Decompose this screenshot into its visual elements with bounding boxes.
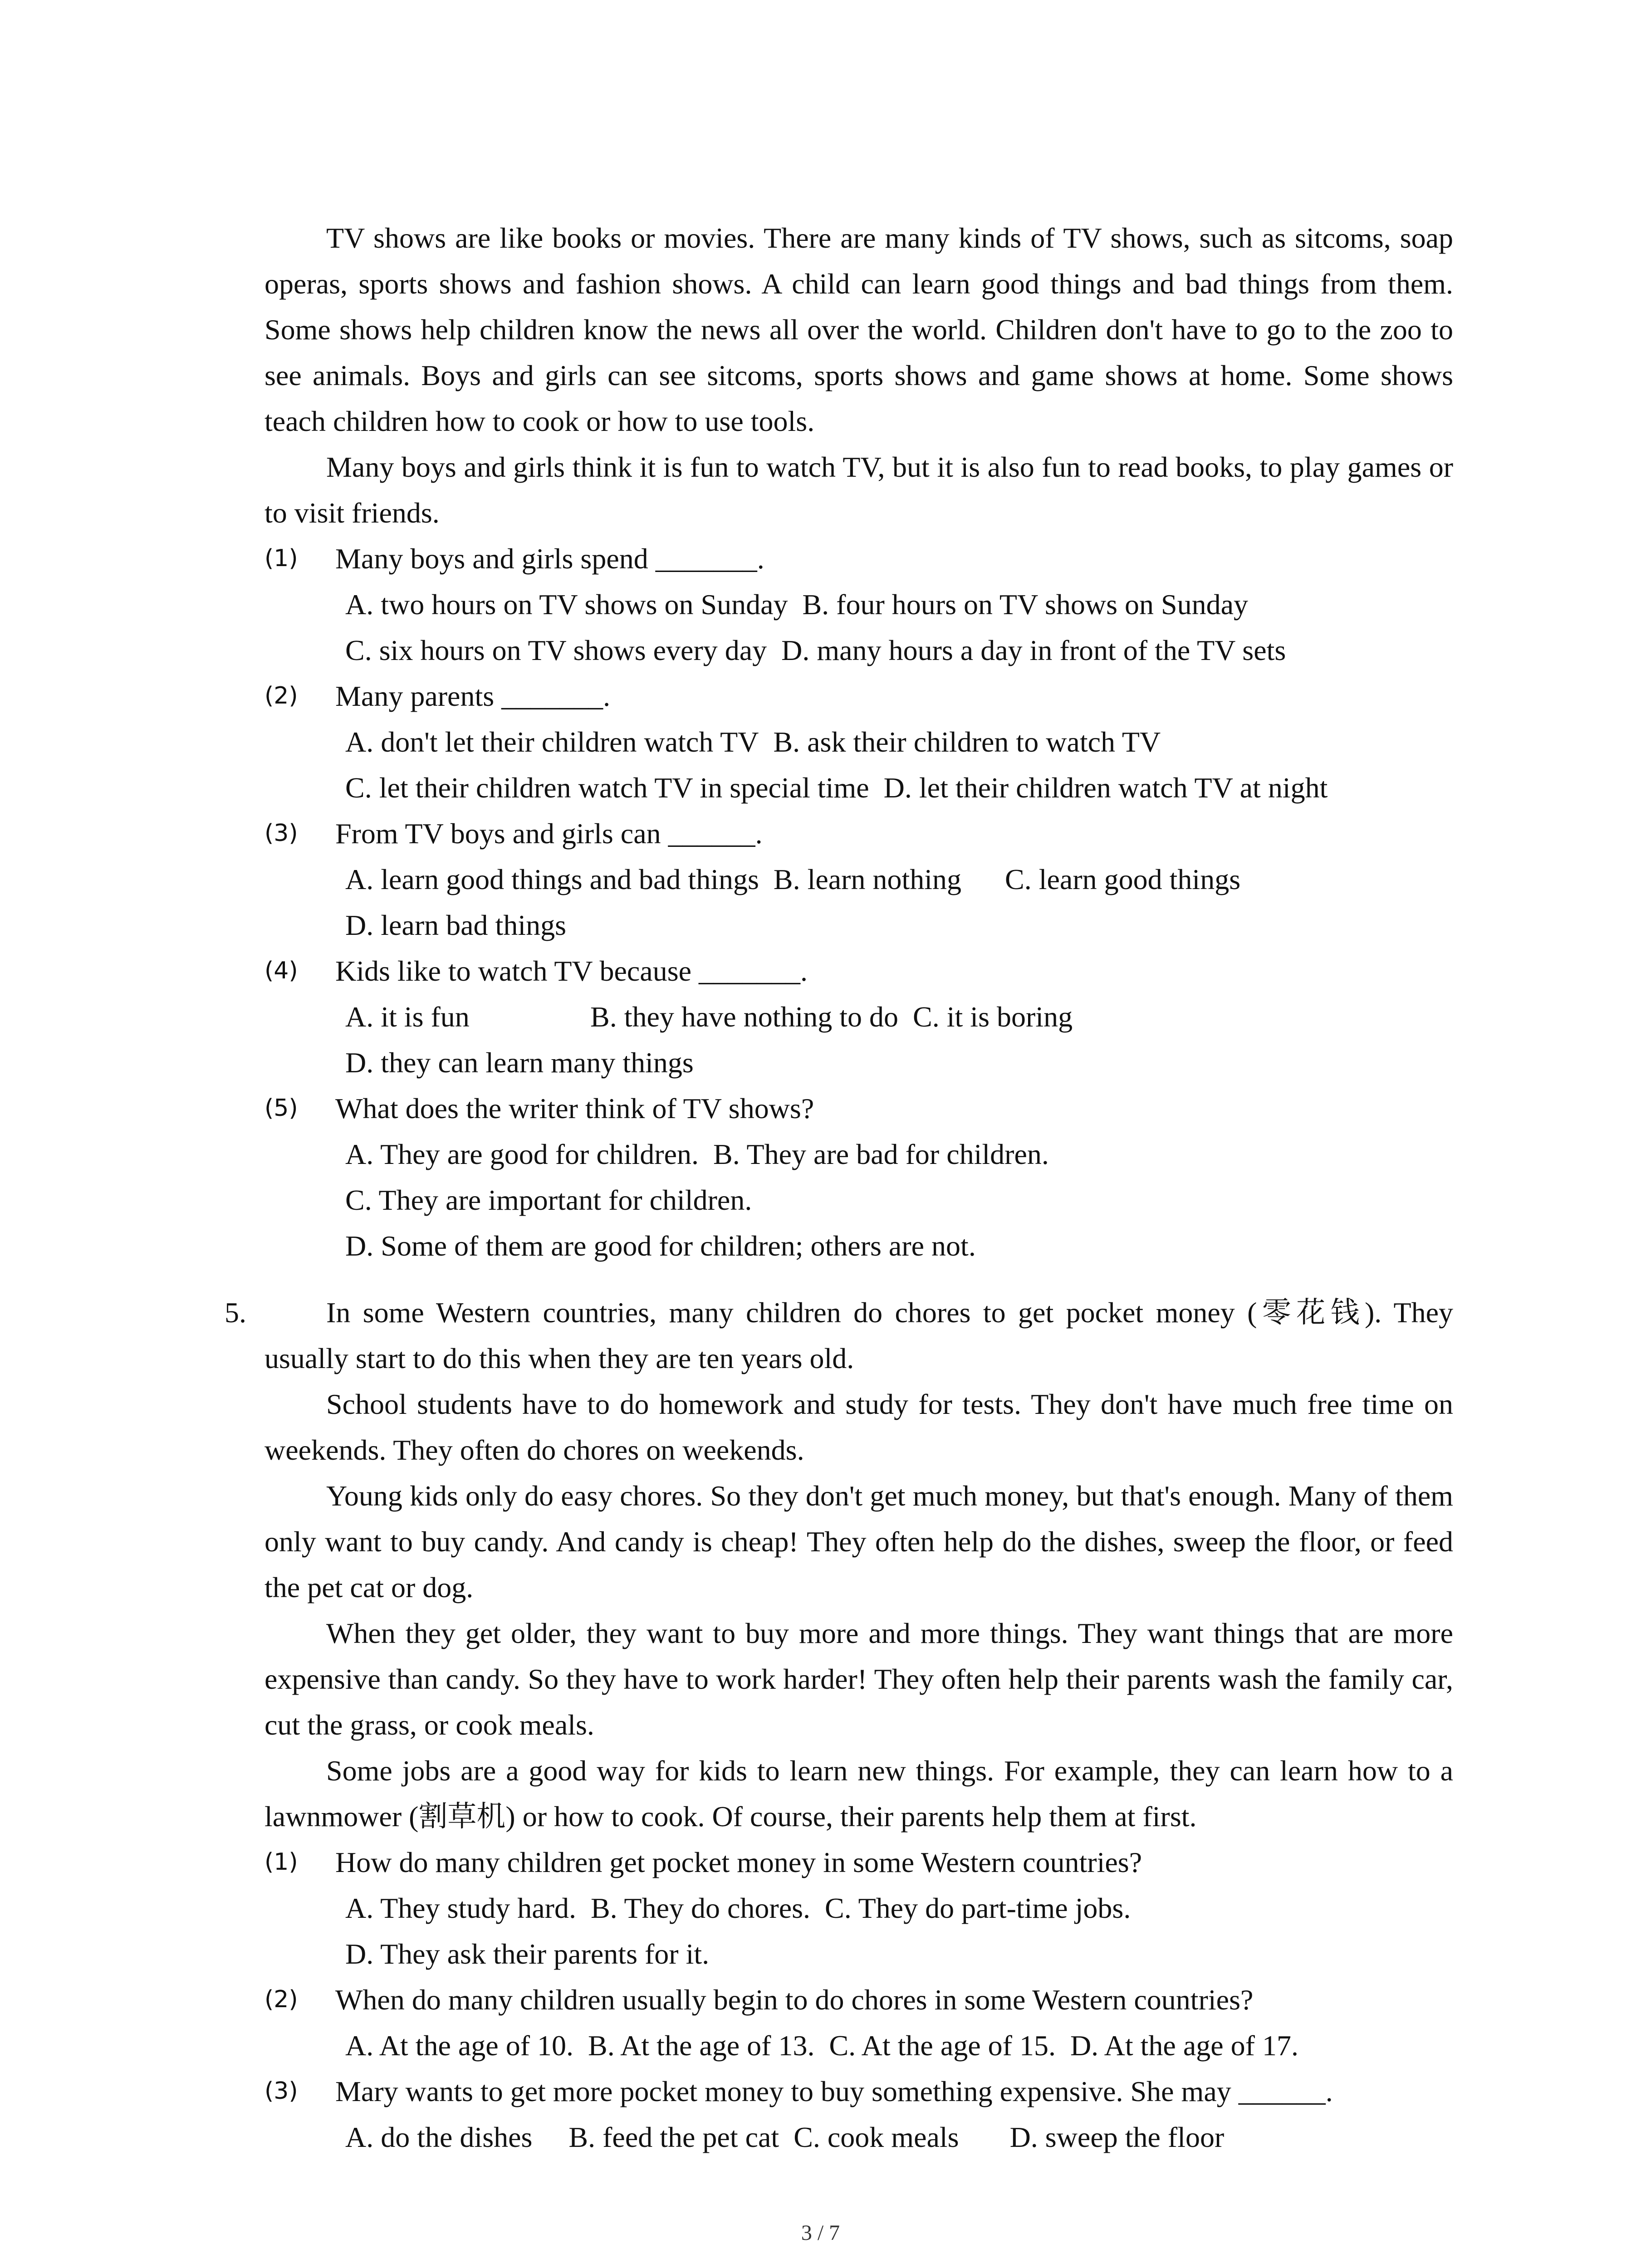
option: A. don't let their children watch TV <box>345 726 759 758</box>
question-3 <box>265 811 1453 856</box>
passage-paragraph: Some jobs are a good way for kids to learn new things. For example, they can learn how to a lawnmower (割草机) or how to cook. Of course, their parents help them at first. <box>265 1755 1453 1833</box>
question-number: (3) <box>265 820 298 847</box>
option: D. let their children watch TV at night <box>883 772 1328 804</box>
question-text: Many parents _______. <box>335 680 611 712</box>
option: B. They do chores. <box>590 1892 811 1924</box>
option: B. ask their children to watch TV <box>773 726 1161 758</box>
option: B. they have nothing to do <box>590 1001 899 1033</box>
options-row <box>265 765 1453 811</box>
options-row <box>265 582 1453 627</box>
passage-paragraph: In some Western countries, many children do chores to get pocket money (零花钱). They usually start to do this when they are ten years old. <box>265 1296 1453 1374</box>
passage-paragraph: Young kids only do easy chores. So they don't get much money, but that's enough. Many of them only want to buy candy. And candy is cheap! They often help do the dishes, sweep the floor, or feed the pet cat or dog. <box>265 1480 1453 1603</box>
option: B. They are bad for children. <box>713 1138 1049 1170</box>
option: D. sweep the floor <box>1009 2121 1225 2153</box>
question-number: (2) <box>265 682 298 709</box>
option: C. it is boring <box>913 1001 1073 1033</box>
options-row <box>265 1040 1453 1085</box>
passage-number: 5. <box>225 1296 246 1329</box>
option: D. many hours a day in front of the TV sets <box>781 634 1286 666</box>
question-text: How do many children get pocket money in some Western countries? <box>335 1846 1142 1878</box>
question-number: (2) <box>265 1986 298 2013</box>
options-row <box>265 719 1453 765</box>
options-row <box>265 627 1453 673</box>
question-3 <box>265 2068 1453 2114</box>
question-1 <box>265 536 1453 582</box>
option: D. They ask their parents for it. <box>345 1938 710 1970</box>
question-text: When do many children usually begin to do chores in some Western countries? <box>335 1984 1254 2016</box>
passage-paragraph: When they get older, they want to buy more and more things. They want things that are more expensive than candy. So they have to work harder! They often help their parents wash the family car, cut the grass, or cook meals. <box>265 1617 1453 1741</box>
question-text: Many boys and girls spend _______. <box>335 543 764 575</box>
option: D. learn bad things <box>345 909 566 941</box>
option: A. They study hard. <box>345 1892 576 1924</box>
passage-4 <box>265 215 1453 1269</box>
option: A. They are good for children. <box>345 1138 699 1170</box>
option: A. it is fun <box>345 1001 470 1033</box>
question-number: (3) <box>265 2077 298 2105</box>
question-2 <box>265 673 1453 719</box>
passage-paragraph: TV shows are like books or movies. There are many kinds of TV shows, such as sitcoms, soap operas, sports shows and fashion shows. A child can learn good things and bad things from them. Some shows help children know the news all over the world. Children don't have to go to the zoo to see animals. Boys and girls can see sitcoms, sports shows and game shows at home. Some shows teach children how to cook or how to use tools. <box>265 222 1453 437</box>
options-row <box>265 1885 1453 1931</box>
options-row <box>265 1131 1453 1177</box>
passage-paragraph: Many boys and girls think it is fun to watch TV, but it is also fun to read books, to play games or to visit friends. <box>265 451 1453 529</box>
option: C. They are important for children. <box>345 1184 752 1216</box>
question-1 <box>265 1839 1453 1885</box>
option: B. feed the pet cat <box>568 2121 779 2153</box>
question-4 <box>265 948 1453 994</box>
options-row <box>265 2023 1453 2068</box>
option: D. Some of them are good for children; others are not. <box>345 1230 976 1262</box>
question-number: (5) <box>265 1095 298 1122</box>
options-row <box>265 994 1453 1040</box>
question-text: Kids like to watch TV because _______. <box>335 955 808 987</box>
option: C. let their children watch TV in special time <box>345 772 869 804</box>
question-2 <box>265 1977 1453 2023</box>
option: A. do the dishes <box>345 2121 533 2153</box>
options-row <box>265 1223 1453 1269</box>
options-row <box>265 1931 1453 1977</box>
option: A. learn good things and bad things <box>345 863 759 895</box>
question-text: Mary wants to get more pocket money to buy something expensive. She may ______. <box>335 2075 1333 2107</box>
passage-paragraph: School students have to do homework and study for tests. They don't have much free time on weekends. They often do chores on weekends. <box>265 1388 1453 1466</box>
option: C. They do part-time jobs. <box>825 1892 1131 1924</box>
page-number: 3 / 7 <box>801 2221 840 2245</box>
options-row <box>265 2114 1453 2160</box>
option: B. four hours on TV shows on Sunday <box>802 588 1249 621</box>
question-number: (4) <box>265 957 298 984</box>
option: C. At the age of 15. <box>829 2029 1056 2062</box>
question-number: (1) <box>265 545 298 572</box>
option: D. At the age of 17. <box>1070 2029 1298 2062</box>
option: C. six hours on TV shows every day <box>345 634 767 666</box>
option: B. learn nothing <box>773 863 962 895</box>
options-row <box>265 902 1453 948</box>
question-text: What does the writer think of TV shows? <box>335 1092 814 1124</box>
option: A. two hours on TV shows on Sunday <box>345 588 788 621</box>
option: D. they can learn many things <box>345 1046 694 1079</box>
option: C. learn good things <box>1005 863 1241 895</box>
option: A. At the age of 10. <box>345 2029 573 2062</box>
question-5 <box>265 1085 1453 1131</box>
question-text: From TV boys and girls can ______. <box>335 817 763 850</box>
option: B. At the age of 13. <box>588 2029 815 2062</box>
option: C. cook meals <box>794 2121 959 2153</box>
options-row <box>265 1177 1453 1223</box>
options-row <box>265 856 1453 902</box>
passage-5 <box>265 1290 1453 2160</box>
question-number: (1) <box>265 1848 298 1876</box>
